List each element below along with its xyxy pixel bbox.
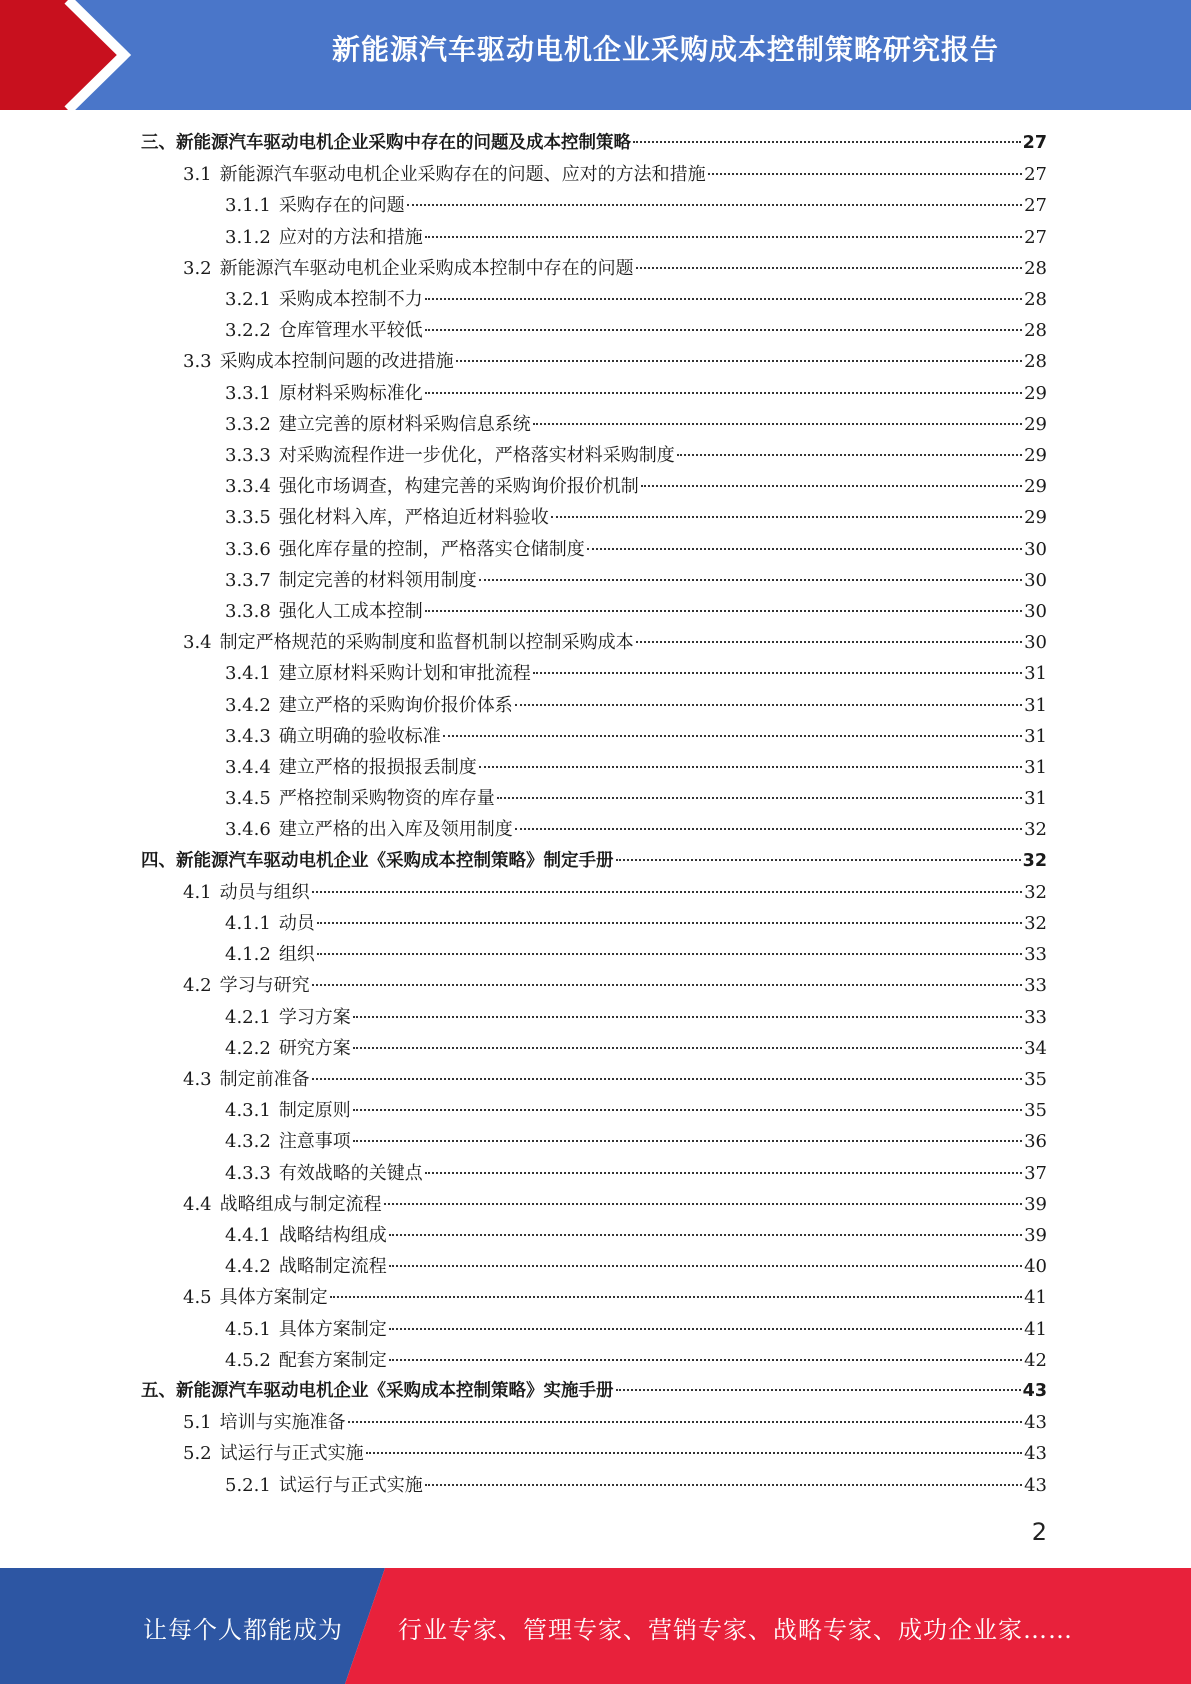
toc-entry-page: 29 — [1024, 507, 1047, 529]
toc-entry[interactable] — [225, 908, 1047, 939]
toc-entry-page: 35 — [1024, 1100, 1047, 1122]
toc-entry[interactable] — [225, 1002, 1047, 1033]
toc-entry-page: 31 — [1024, 725, 1047, 747]
toc-entry[interactable] — [225, 939, 1047, 970]
toc-entry-number: 5.2.1 — [225, 1474, 271, 1496]
toc-dot-leader — [425, 610, 1022, 612]
toc-entry[interactable] — [225, 1220, 1047, 1251]
toc-entry-page: 41 — [1024, 1318, 1047, 1340]
toc-dot-leader — [353, 1016, 1022, 1018]
toc-entry-title: 战略制定流程 — [278, 1256, 387, 1278]
toc-dot-leader — [425, 392, 1022, 394]
toc-entry-page: 39 — [1024, 1193, 1047, 1215]
toc-entry-number: 4.4.1 — [225, 1225, 271, 1246]
toc-entry[interactable] — [183, 253, 1047, 284]
toc-entry[interactable] — [183, 1407, 1047, 1438]
toc-entry-title: 强化材料入库，严格迫近材料验收 — [278, 507, 549, 529]
toc-entry[interactable] — [183, 877, 1047, 908]
toc-entry[interactable] — [183, 1064, 1047, 1095]
toc-entry[interactable] — [225, 471, 1047, 502]
toc-entry-page: 27 — [1024, 226, 1047, 248]
toc-entry-page: 40 — [1024, 1256, 1047, 1278]
toc-entry-page: 33 — [1024, 1006, 1047, 1028]
toc-dot-leader — [456, 360, 1022, 362]
toc-entry-page: 43 — [1024, 1474, 1047, 1496]
toc-dot-leader — [348, 1421, 1022, 1423]
toc-dot-leader — [312, 1078, 1022, 1080]
toc-entry-page: 28 — [1024, 351, 1047, 373]
toc-entry-number: 3.1 — [183, 164, 212, 186]
toc-entry-title: 研究方案 — [278, 1037, 351, 1059]
toc-entry[interactable] — [141, 128, 1047, 159]
toc-entry[interactable] — [225, 658, 1047, 689]
toc-entry-number: 3.4.4 — [225, 757, 271, 778]
footer-banner — [0, 1568, 1191, 1684]
toc-dot-leader — [317, 922, 1022, 924]
toc-entry-title: 有效战略的关键点 — [278, 1162, 423, 1184]
toc-entry-title: 学习与研究 — [219, 975, 310, 997]
toc-entry-title: 建立严格的报损报丢制度 — [278, 757, 477, 778]
toc-entry-title: 新能源汽车驱动电机企业《采购成本控制策略》实施手册 — [176, 1381, 614, 1401]
toc-entry-number: 4.3.2 — [225, 1131, 271, 1153]
toc-entry-number: 4.5.1 — [225, 1318, 271, 1340]
toc-entry[interactable] — [225, 721, 1047, 752]
toc-dot-leader — [389, 1359, 1022, 1361]
toc-entry-title: 采购存在的问题 — [278, 195, 405, 217]
toc-entry-title: 培训与实施准备 — [219, 1412, 346, 1434]
toc-entry[interactable] — [141, 846, 1047, 877]
toc-dot-leader — [389, 1328, 1022, 1330]
toc-entry-page: 30 — [1024, 601, 1047, 622]
toc-entry-number: 4.5.2 — [225, 1349, 271, 1371]
toc-entry-page: 28 — [1024, 289, 1047, 310]
toc-entry[interactable] — [141, 1376, 1047, 1407]
toc-entry-number: 3.3 — [183, 351, 212, 373]
toc-entry-number: 3.3.5 — [225, 507, 271, 529]
toc-entry-title: 应对的方法和措施 — [278, 226, 423, 248]
toc-entry-title: 配套方案制定 — [278, 1349, 387, 1371]
toc-entry-title: 采购成本控制问题的改进措施 — [219, 351, 454, 373]
document-title: 新能源汽车驱动电机企业采购成本控制策略研究报告 — [331, 33, 999, 66]
toc-entry-number: 3.2.2 — [225, 320, 271, 342]
toc-entry-title: 制定前准备 — [219, 1069, 310, 1090]
toc-entry-number: 3.3.6 — [225, 538, 271, 560]
toc-entry-title: 新能源汽车驱动电机企业采购存在的问题、应对的方法和措施 — [219, 164, 706, 186]
toc-entry-page: 32 — [1024, 881, 1047, 903]
toc-entry-title: 原材料采购标准化 — [278, 382, 423, 404]
toc-entry-page: 27 — [1024, 164, 1047, 186]
toc-entry-page: 29 — [1024, 382, 1047, 404]
toc-entry-title: 具体方案制定 — [278, 1318, 387, 1340]
toc-entry-title: 战略组成与制定流程 — [219, 1193, 382, 1215]
toc-entry-number: 4.2 — [183, 975, 212, 997]
toc-entry-page: 33 — [1024, 944, 1047, 966]
toc-entry-page: 31 — [1024, 757, 1047, 778]
toc-entry[interactable] — [225, 596, 1047, 627]
toc-entry-number: 5.2 — [183, 1443, 212, 1465]
toc-entry[interactable] — [183, 627, 1047, 658]
toc-entry-title: 试运行与正式实施 — [278, 1474, 423, 1496]
toc-entry-page: 29 — [1024, 413, 1047, 435]
page-number: 2 — [1031, 1518, 1047, 1546]
toc-entry[interactable] — [225, 1345, 1047, 1376]
toc-entry-title: 学习方案 — [278, 1006, 351, 1028]
toc-entry[interactable] — [225, 409, 1047, 440]
toc-dot-leader — [636, 641, 1022, 643]
toc-dot-leader — [677, 454, 1022, 456]
toc-entry-number: 3.2.1 — [225, 289, 271, 310]
toc-entry-page: 43 — [1024, 1443, 1047, 1465]
toc-entry-page: 29 — [1024, 476, 1047, 498]
toc-entry[interactable] — [225, 534, 1047, 565]
toc-entry-title: 组织 — [278, 944, 315, 966]
toc-entry-page: 29 — [1024, 445, 1047, 466]
toc-dot-leader — [479, 579, 1022, 581]
toc-entry[interactable] — [225, 1251, 1047, 1282]
toc-entry-number: 3.4.3 — [225, 725, 271, 747]
toc-entry-title: 采购成本控制不力 — [278, 289, 423, 310]
toc-entry-number: 3.1.2 — [225, 226, 271, 248]
toc-entry-number: 4.2.2 — [225, 1037, 271, 1059]
toc-entry-page: 35 — [1024, 1069, 1047, 1090]
toc-dot-leader — [366, 1452, 1022, 1454]
toc-entry-page: 32 — [1024, 819, 1047, 841]
toc-dot-leader — [551, 516, 1022, 518]
toc-dot-leader — [407, 204, 1022, 206]
toc-entry[interactable] — [225, 783, 1047, 814]
toc-entry-page: 31 — [1024, 788, 1047, 810]
toc-entry[interactable] — [183, 1438, 1047, 1469]
toc-entry-number: 3.3.2 — [225, 413, 271, 435]
toc-entry-page: 28 — [1024, 257, 1047, 279]
toc-entry-title: 建立严格的出入库及领用制度 — [278, 819, 513, 841]
toc-entry[interactable] — [225, 1470, 1047, 1501]
toc-entry-title: 战略结构组成 — [278, 1225, 387, 1246]
toc-dot-leader — [312, 891, 1022, 893]
toc-dot-leader — [443, 735, 1022, 737]
toc-entry-page: 30 — [1024, 569, 1047, 591]
toc-entry-number: 4.1 — [183, 881, 212, 903]
toc-entry-number: 3.4.5 — [225, 788, 271, 810]
toc-entry-page: 31 — [1024, 694, 1047, 716]
toc-entry-title: 仓库管理水平较低 — [278, 320, 423, 342]
toc-entry-number: 3.3.4 — [225, 476, 271, 498]
toc-dot-leader — [425, 329, 1022, 331]
toc-entry-number: 4.1.1 — [225, 913, 271, 934]
toc-entry-title: 注意事项 — [278, 1131, 351, 1153]
toc-entry-number: 4.4.2 — [225, 1256, 271, 1278]
toc-entry-title: 制定原则 — [278, 1100, 351, 1122]
toc-entry-number: 四、 — [141, 850, 176, 871]
toc-entry-number: 4.3 — [183, 1069, 212, 1090]
toc-dot-leader — [515, 704, 1022, 706]
toc-entry[interactable] — [183, 1282, 1047, 1313]
toc-entry[interactable] — [225, 502, 1047, 533]
toc-entry[interactable] — [225, 315, 1047, 346]
toc-dot-leader — [515, 828, 1022, 830]
toc-entry-number: 4.1.2 — [225, 944, 271, 966]
toc-entry-number: 3.3.1 — [225, 382, 271, 404]
red-arrow-decoration — [0, 0, 160, 110]
toc-entry[interactable] — [183, 346, 1047, 377]
toc-dot-leader — [425, 1172, 1022, 1174]
toc-entry-title: 试运行与正式实施 — [219, 1443, 364, 1465]
toc-entry-page: 43 — [1022, 1381, 1047, 1401]
toc-entry-number: 三、 — [141, 133, 176, 153]
toc-dot-leader — [636, 267, 1022, 269]
toc-dot-leader — [353, 1047, 1022, 1049]
toc-entry[interactable] — [225, 222, 1047, 253]
toc-entry-page: 37 — [1024, 1162, 1047, 1184]
toc-entry[interactable] — [225, 752, 1047, 783]
toc-entry-title: 新能源汽车驱动电机企业采购中存在的问题及成本控制策略 — [176, 133, 631, 153]
toc-entry-number: 3.2 — [183, 257, 212, 279]
toc-entry[interactable] — [225, 690, 1047, 721]
toc-dot-leader — [425, 298, 1022, 300]
toc-entry-title: 对采购流程作进一步优化，严格落实材料采购制度 — [278, 445, 675, 466]
toc-dot-leader — [533, 423, 1022, 425]
toc-entry-page: 36 — [1024, 1131, 1047, 1153]
toc-entry[interactable] — [225, 1095, 1047, 1126]
toc-entry-title: 动员 — [278, 913, 315, 934]
toc-entry-title: 建立严格的采购询价报价体系 — [278, 694, 513, 716]
toc-dot-leader — [533, 672, 1022, 674]
toc-entry-number: 3.3.7 — [225, 569, 271, 591]
toc-entry-page: 41 — [1024, 1287, 1047, 1309]
toc-entry[interactable] — [225, 814, 1047, 845]
toc-entry-page: 28 — [1024, 320, 1047, 342]
toc-entry-page: 42 — [1024, 1349, 1047, 1371]
toc-entry-title: 具体方案制定 — [219, 1287, 328, 1309]
toc-dot-leader — [633, 141, 1021, 143]
toc-dot-leader — [312, 984, 1022, 986]
toc-dot-leader — [330, 1296, 1022, 1298]
toc-entry-title: 建立完善的原材料采购信息系统 — [278, 413, 531, 435]
toc-entry-number: 3.4.6 — [225, 819, 271, 841]
toc-dot-leader — [353, 1109, 1022, 1111]
toc-dot-leader — [616, 1389, 1021, 1391]
toc-entry-title: 新能源汽车驱动电机企业采购成本控制中存在的问题 — [219, 257, 634, 279]
toc-entry-title: 动员与组织 — [219, 881, 310, 903]
toc-entry[interactable] — [225, 1126, 1047, 1157]
toc-entry-number: 4.2.1 — [225, 1006, 271, 1028]
toc-entry-title: 确立明确的验收标准 — [278, 725, 441, 747]
toc-dot-leader — [317, 953, 1022, 955]
toc-entry-page: 34 — [1024, 1037, 1047, 1059]
toc-entry-number: 5.1 — [183, 1412, 212, 1434]
toc-entry[interactable] — [225, 378, 1047, 409]
toc-dot-leader — [425, 236, 1022, 238]
toc-entry[interactable] — [225, 1158, 1047, 1189]
toc-entry-number: 4.3.3 — [225, 1162, 271, 1184]
toc-entry-number: 3.4 — [183, 632, 212, 654]
toc-entry[interactable] — [183, 159, 1047, 190]
toc-entry-number: 3.3.8 — [225, 601, 271, 622]
toc-entry-page: 43 — [1024, 1412, 1047, 1434]
toc-dot-leader — [389, 1265, 1022, 1267]
toc-dot-leader — [384, 1203, 1022, 1205]
toc-entry-title: 强化人工成本控制 — [278, 601, 423, 622]
toc-entry-title: 制定完善的材料领用制度 — [278, 569, 477, 591]
toc-entry-number: 五、 — [141, 1381, 176, 1401]
toc-dot-leader — [353, 1140, 1022, 1142]
toc-entry[interactable] — [225, 284, 1047, 315]
toc-entry-title: 建立原材料采购计划和审批流程 — [278, 663, 531, 685]
toc-entry-title: 新能源汽车驱动电机企业《采购成本控制策略》制定手册 — [176, 850, 614, 871]
toc-entry-page: 32 — [1022, 850, 1047, 871]
toc-entry-number: 4.5 — [183, 1287, 212, 1309]
toc-entry[interactable] — [183, 1189, 1047, 1220]
toc-entry[interactable] — [225, 565, 1047, 596]
toc-entry[interactable] — [225, 1033, 1047, 1064]
toc-entry-page: 31 — [1024, 663, 1047, 685]
header-banner — [0, 0, 1191, 110]
toc-entry-page: 39 — [1024, 1225, 1047, 1246]
toc-dot-leader — [479, 766, 1022, 768]
toc-entry-number: 3.3.3 — [225, 445, 271, 466]
toc-entry-page: 30 — [1024, 632, 1047, 654]
toc-entry-page: 30 — [1024, 538, 1047, 560]
toc-entry-number: 4.3.1 — [225, 1100, 271, 1122]
toc-dot-leader — [616, 859, 1021, 861]
toc-entry[interactable] — [225, 1314, 1047, 1345]
toc-entry-title: 强化库存量的控制，严格落实仓储制度 — [278, 538, 585, 560]
toc-dot-leader — [497, 797, 1022, 799]
toc-entry-page: 32 — [1024, 913, 1047, 934]
footer-slogan-left: 让每个人都能成为 — [143, 1616, 343, 1644]
toc-entry[interactable] — [183, 970, 1047, 1001]
toc-entry[interactable] — [225, 190, 1047, 221]
toc-entry-number: 3.1.1 — [225, 195, 271, 217]
toc-entry-page: 33 — [1024, 975, 1047, 997]
toc-dot-leader — [587, 548, 1022, 550]
toc-entry-title: 严格控制采购物资的库存量 — [278, 788, 495, 810]
toc-dot-leader — [708, 173, 1022, 175]
toc-entry[interactable] — [225, 440, 1047, 471]
toc-dot-leader — [641, 485, 1022, 487]
toc-entry-title: 制定严格规范的采购制度和监督机制以控制采购成本 — [219, 632, 634, 654]
toc-entry-page: 27 — [1022, 133, 1047, 153]
toc-entry-number: 3.4.1 — [225, 663, 271, 685]
toc-entry-page: 27 — [1024, 195, 1047, 217]
toc-entry-number: 4.4 — [183, 1193, 212, 1215]
toc-dot-leader — [389, 1234, 1022, 1236]
toc-entry-title: 强化市场调查，构建完善的采购询价报价机制 — [278, 476, 639, 498]
footer-slogan-right: 行业专家、管理专家、营销专家、战略专家、成功企业家…… — [398, 1616, 1073, 1644]
toc-dot-leader — [425, 1484, 1022, 1486]
toc-entry-number: 3.4.2 — [225, 694, 271, 716]
